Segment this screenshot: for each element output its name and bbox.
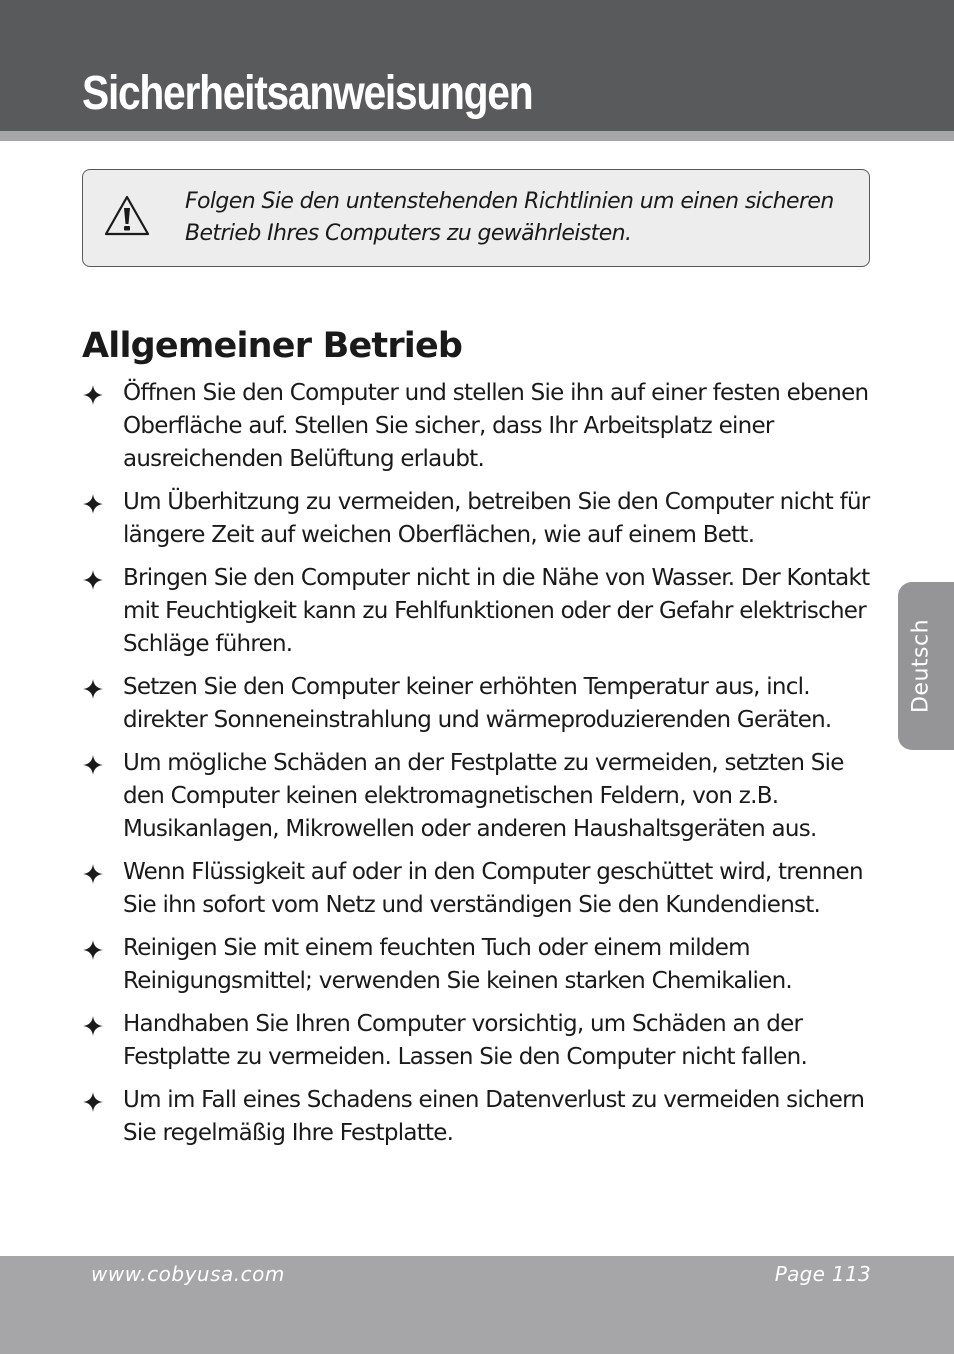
four-point-star-icon bbox=[82, 939, 104, 961]
list-item bbox=[82, 377, 872, 476]
list-item bbox=[82, 856, 872, 922]
four-point-star-icon bbox=[82, 754, 104, 776]
language-tab-label: Deutsch bbox=[908, 618, 934, 714]
list-item-text: Wenn Flüssigkeit auf oder in den Computer geschüttet wird, trennen Sie ihn sofort vom Netz und verständigen Sie den Kundendienst. bbox=[123, 859, 863, 918]
warning-icon bbox=[103, 194, 151, 238]
four-point-star-icon bbox=[82, 569, 104, 591]
list-item-text: Reinigen Sie mit einem feuchten Tuch oder einem mildem Reinigungsmittel; verwenden Sie keinen starken Chemikalien. bbox=[123, 935, 792, 994]
list-item bbox=[82, 671, 872, 737]
page-number: Page 113 bbox=[774, 1262, 871, 1286]
page-title: Sicherheitsanweisungen bbox=[82, 67, 533, 120]
four-point-star-icon bbox=[82, 493, 104, 515]
list-item bbox=[82, 486, 872, 552]
list-item bbox=[82, 932, 872, 998]
list-item bbox=[82, 562, 872, 661]
list-item bbox=[82, 747, 872, 846]
list-item bbox=[82, 1084, 872, 1150]
footer-url: www.cobyusa.com bbox=[91, 1262, 285, 1286]
list-item-text: Um im Fall eines Schadens einen Datenverlust zu vermeiden sichern Sie regelmäßig Ihre Festplatte. bbox=[123, 1087, 865, 1146]
four-point-star-icon bbox=[82, 1091, 104, 1113]
header-stripe bbox=[0, 131, 954, 141]
list-item-text: Um mögliche Schäden an der Festplatte zu vermeiden, setzten Sie den Computer keinen elektromagnetischen Feldern, von z.B. Musikanlagen, Mikrowellen oder anderen Haushaltsgeräten aus. bbox=[123, 750, 844, 842]
list-item-text: Bringen Sie den Computer nicht in die Nähe von Wasser. Der Kontakt mit Feuchtigkeit kann zu Fehlfunktionen oder der Gefahr elektrischer Schläge führen. bbox=[123, 565, 870, 657]
four-point-star-icon bbox=[82, 863, 104, 885]
list-item bbox=[82, 1008, 872, 1074]
four-point-star-icon bbox=[82, 384, 104, 406]
bullet-list bbox=[82, 377, 872, 1160]
notice-box bbox=[82, 169, 870, 267]
four-point-star-icon bbox=[82, 1015, 104, 1037]
list-item-text: Öffnen Sie den Computer und stellen Sie ihn auf einer festen ebenen Oberfläche auf. Stellen Sie sicher, dass Ihr Arbeitsplatz einer ausreichenden Belüftung erlaubt. bbox=[123, 380, 869, 472]
notice-text: Folgen Sie den untenstehenden Richtlinien um einen sicheren Betrieb Ihres Computers zu gewährleisten. bbox=[185, 189, 834, 246]
list-item-text: Um Überhitzung zu vermeiden, betreiben Sie den Computer nicht für längere Zeit auf weichen Oberflächen, wie auf einem Bett. bbox=[123, 489, 870, 548]
list-item-text: Setzen Sie den Computer keiner erhöhten Temperatur aus, incl. direkter Sonneneinstrahlung und wärmeproduzierenden Geräten. bbox=[123, 674, 832, 733]
four-point-star-icon bbox=[82, 678, 104, 700]
list-item-text: Handhaben Sie Ihren Computer vorsichtig, um Schäden an der Festplatte zu vermeiden. Lassen Sie den Computer nicht fallen. bbox=[123, 1011, 808, 1070]
section-heading: Allgemeiner Betrieb bbox=[82, 326, 463, 366]
